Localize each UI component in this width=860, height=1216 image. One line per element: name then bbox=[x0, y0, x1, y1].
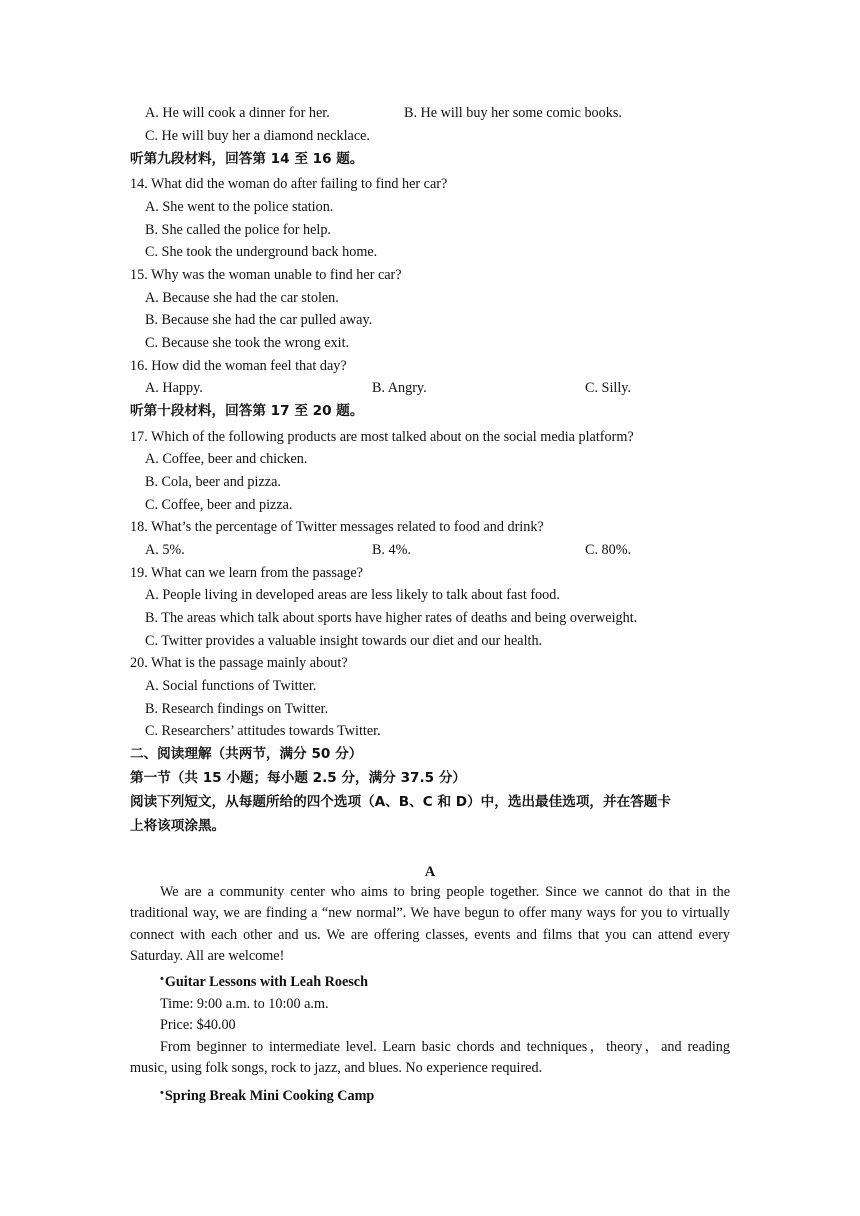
cooking-camp-heading bbox=[160, 1086, 374, 1107]
passage-intro: We are a community center who aims to bring people together. Since we cannot do that in the traditional way, we are finding a “new normal”. We have begun to offer many ways for you to virtually connect with each other and us. We are offering classes, events and films that you can attend every Saturday. All are welcome! bbox=[130, 884, 730, 964]
q15-option-a: A. Because she had the car stolen. bbox=[145, 290, 339, 306]
guitar-lessons-heading bbox=[160, 972, 368, 993]
bullet-icon: • bbox=[160, 973, 164, 985]
instructions-line2: 上将该项涂黑。 bbox=[130, 818, 226, 834]
q17-stem: 17. Which of the following products are most talked about on the social media platform? bbox=[130, 429, 634, 445]
q13-option-c: C. He will buy her a diamond necklace. bbox=[145, 128, 370, 144]
q18-option-b: B. 4%. bbox=[372, 542, 412, 558]
q18-option-c: C. 80%. bbox=[585, 542, 632, 558]
section1-header: 第一节（共 15 小题；每小题 2.5 分，满分 37.5 分） bbox=[130, 770, 467, 786]
q16-stem: 16. How did the woman feel that day? bbox=[130, 358, 347, 374]
q20-stem: 20. What is the passage mainly about? bbox=[130, 655, 348, 671]
section10-header: 听第十段材料，回答第 17 至 20 题。 bbox=[130, 403, 364, 419]
q16-option-c: C. Silly. bbox=[585, 380, 631, 396]
q19-option-b: B. The areas which talk about sports have higher rates of deaths and being overweight. bbox=[145, 610, 638, 626]
q20-option-b: B. Research findings on Twitter. bbox=[145, 701, 329, 717]
q17-option-c: C. Coffee, beer and pizza. bbox=[145, 497, 293, 513]
bullet-icon: • bbox=[160, 1087, 164, 1099]
q17-option-a: A. Coffee, beer and chicken. bbox=[145, 451, 308, 467]
q15-stem: 15. Why was the woman unable to find her car? bbox=[130, 267, 402, 283]
section9-header: 听第九段材料，回答第 14 至 16 题。 bbox=[130, 151, 364, 167]
q16-option-a: A. Happy. bbox=[145, 380, 203, 396]
instructions-line1: 阅读下列短文，从每题所给的四个选项（A、B、C 和 D）中，选出最佳选项，并在答题卡 bbox=[130, 794, 671, 810]
cooking-camp-title: Spring Break Mini Cooking Camp bbox=[164, 1088, 375, 1104]
q19-stem: 19. What can we learn from the passage? bbox=[130, 565, 363, 581]
q19-option-c: C. Twitter provides a valuable insight towards our diet and our health. bbox=[145, 633, 543, 649]
q14-stem: 14. What did the woman do after failing to find her car? bbox=[130, 176, 448, 192]
q20-option-c: C. Researchers’ attitudes towards Twitter. bbox=[145, 723, 381, 739]
guitar-lessons-price: Price: $40.00 bbox=[160, 1017, 236, 1033]
q16-option-b: B. Angry. bbox=[372, 380, 427, 396]
q14-option-b: B. She called the police for help. bbox=[145, 222, 331, 238]
q15-option-c: C. Because she took the wrong exit. bbox=[145, 335, 350, 351]
q18-option-a: A. 5%. bbox=[145, 542, 185, 558]
q14-option-c: C. She took the underground back home. bbox=[145, 244, 378, 260]
q17-option-b: B. Cola, beer and pizza. bbox=[145, 474, 281, 490]
q13-option-a: A. He will cook a dinner for her. bbox=[145, 105, 330, 121]
q19-option-a: A. People living in developed areas are less likely to talk about fast food. bbox=[145, 587, 560, 603]
q20-option-a: A. Social functions of Twitter. bbox=[145, 678, 317, 694]
guitar-lessons-description: From beginner to intermediate level. Learn basic chords and techniques，theory，and reading music, using folk songs, rock to jazz, and blues. No experience required. bbox=[130, 1039, 730, 1077]
q14-option-a: A. She went to the police station. bbox=[145, 199, 334, 215]
passage-letter: A bbox=[424, 864, 436, 880]
guitar-lessons-time: Time: 9:00 a.m. to 10:00 a.m. bbox=[160, 996, 329, 1012]
q15-option-b: B. Because she had the car pulled away. bbox=[145, 312, 373, 328]
q13-option-b: B. He will buy her some comic books. bbox=[404, 105, 622, 121]
part2-header: 二、阅读理解（共两节，满分 50 分） bbox=[130, 746, 363, 762]
q18-stem: 18. What’s the percentage of Twitter messages related to food and drink? bbox=[130, 519, 544, 535]
guitar-lessons-title: Guitar Lessons with Leah Roesch bbox=[164, 974, 368, 990]
